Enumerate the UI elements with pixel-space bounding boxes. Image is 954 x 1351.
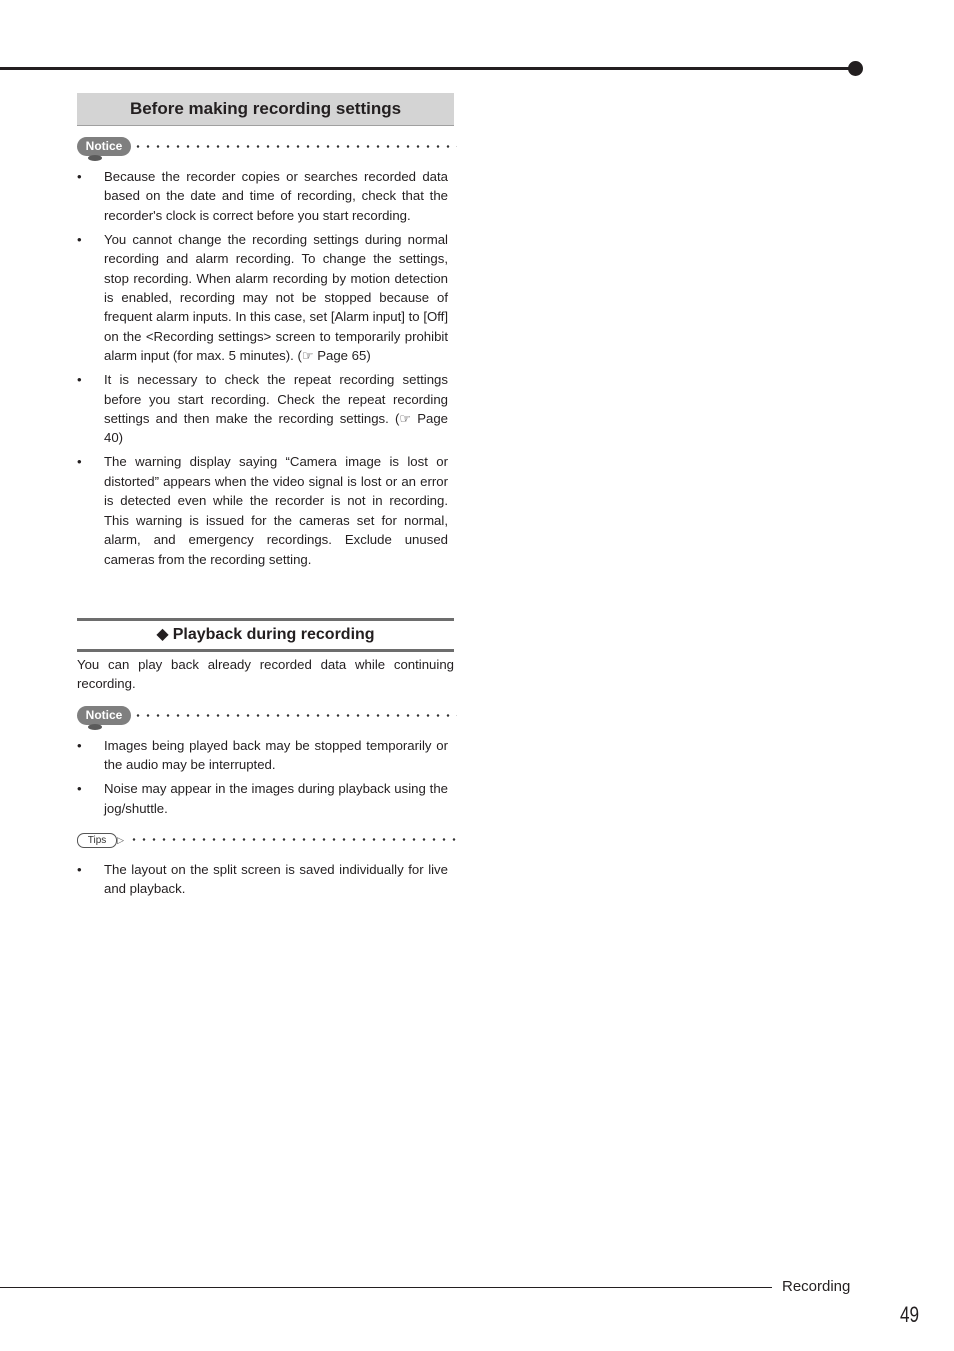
tips-row [77,830,457,856]
footer-rule [0,1287,772,1288]
bullet-icon: • [77,231,82,247]
page-ref-text: Page 65) [313,348,371,364]
tips-icon [77,833,124,848]
diamond-icon: ◆ [156,626,169,643]
tips-arrow-icon: ▷ [117,835,124,845]
subsection-heading-playback [77,618,454,652]
bullet-icon: • [77,454,82,470]
notice-row-1 [77,137,457,163]
section2-intro [77,655,454,694]
notice-row-2 [77,706,457,732]
list-item [77,860,454,899]
list-item [77,167,454,225]
notice-label: Notice [85,139,123,153]
tips-label: Tips [87,835,107,846]
notice-dotted-line [133,714,457,717]
section-heading-before-recording: Before making recording settings [77,93,454,126]
bullet-text: The warning display saying “Camera image is lost or distorted” appears when the video signal is lost or an error is detected even while the recorder is not in recording. This warning is issued for the cameras set for normal, alarm, and emergency recordings. Exclude unused cameras from the recording setting. [104,454,448,567]
page-ref-icon: ☞ [301,348,314,364]
bullet-icon: • [77,738,82,753]
bullet-text: Noise may appear in the images during playback using the jog/shuttle. [104,781,448,816]
bullet-text: You cannot change the recording settings during normal recording and alarm recording. To change the settings, stop recording. When alarm recording by motion detection is enabled, recording may not be stopped because of frequent alarm inputs. In this case, set [Alarm input] to [Off] on the <Recording settings> screen to temporarily prohibit alarm input (for max. 5 minutes). ( [104,231,448,364]
list-item [77,230,454,366]
page-number: 49 [900,1302,920,1327]
list-item [77,370,454,448]
list-item [77,736,454,775]
page-ref-text: Page 40) [104,411,448,446]
footer-section-label: Recording [782,1278,851,1295]
bullet-icon: • [77,781,82,797]
bullet-text: The layout on the split screen is saved individually for live and playback. [104,862,448,897]
list-item [77,779,454,818]
notice-label: Notice [85,708,123,722]
bullet-text: Because the recorder copies or searches recorded data based on the date and time of recording, check that the recorder's clock is correct before you start recording. [104,169,448,223]
header-rule [0,67,852,70]
section1-bullets [77,167,454,574]
notice-tail [88,155,102,161]
notice-icon [77,706,131,725]
notice-dotted-line [133,145,457,148]
bullet-text: It is necessary to check the repeat recording settings before you start recording. Check the repeat recording settings and then make the recording settings. ( [104,372,448,427]
section2-notice-bullets [77,736,454,823]
section2-tips-bullets [77,860,454,903]
notice-tail [88,724,102,730]
bullet-icon: • [77,372,82,388]
page-ref-icon: ☞ [399,411,412,427]
notice-icon [77,137,131,156]
bullet-icon: • [77,169,82,184]
header-rule-end-dot [848,61,863,76]
subsection-title: Playback during recording [172,626,375,643]
intro-paragraph: You can play back already recorded data while continuing recording. [77,657,454,692]
list-item [77,452,454,568]
bullet-text: Images being played back may be stopped temporarily or the audio may be interrupted. [104,738,448,773]
bullet-icon: • [77,862,82,877]
tips-dotted-line [129,838,457,841]
